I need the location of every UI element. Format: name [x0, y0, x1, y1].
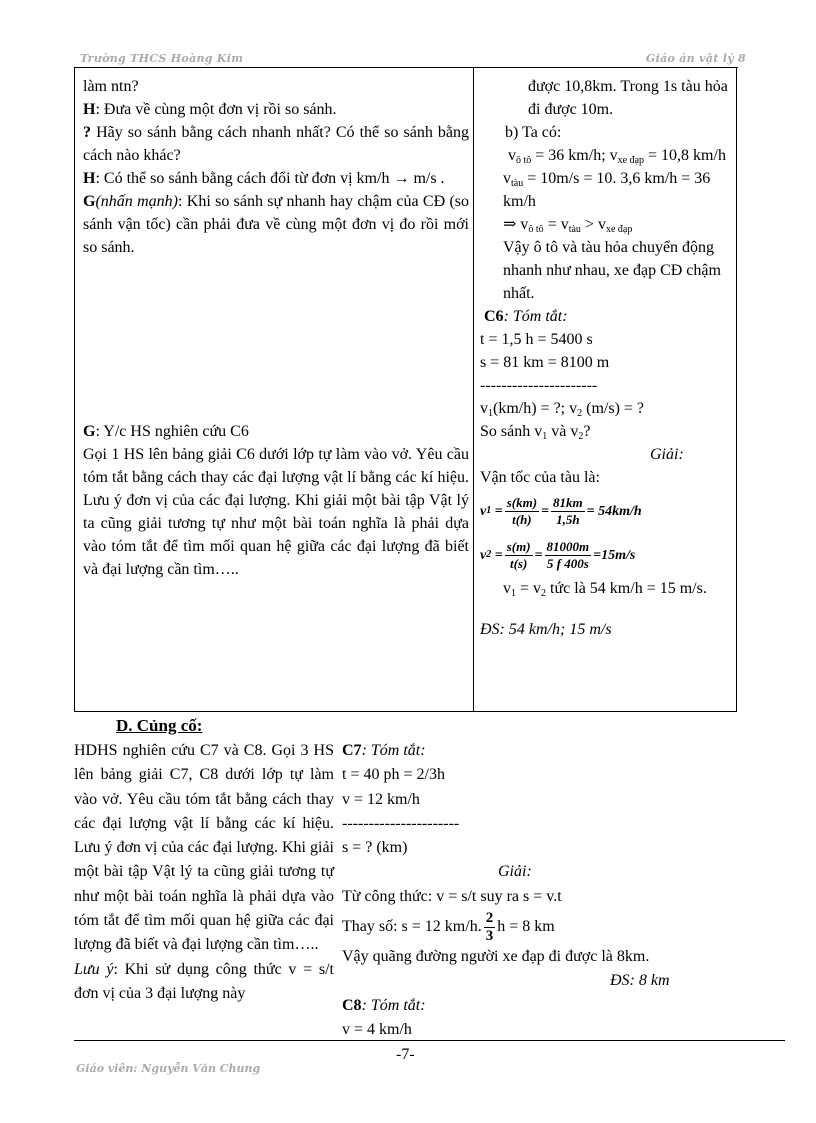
right-r6: Vậy ô tô và tàu hỏa chuyển động nhanh như nhau, xe đạp CĐ chậm nhất.	[503, 239, 721, 302]
c7-heading: C7: Tóm tắt:	[342, 742, 426, 759]
c7-dashes: ----------------------	[342, 814, 460, 832]
c7-formula: Từ công thức: v = s/t suy ra s = v.t	[342, 887, 562, 905]
left-column-top	[83, 75, 469, 259]
c7-time: t = 40 ph = 2/3h	[342, 766, 445, 784]
c6-question-2: So sánh $v_1$ và $v_2$?	[480, 423, 591, 442]
section-d-luu-y: Lưu ý: Khi sử dụng công thức v = s/t đơn vị của 3 đại lượng này	[74, 960, 334, 1002]
right-r1: được 10,8km. Trong 1s tàu hỏa đi được 10m.	[528, 78, 728, 118]
page-number: -7-	[396, 1046, 415, 1063]
left-p5: G(nhấn mạnh): Khi so sánh sự nhanh hay chậm của CĐ (so sánh vận tốc) cần phải đưa về cùng một đơn vị đo rồi mới so sánh.	[83, 193, 470, 256]
c8-heading: C8: Tóm tắt:	[342, 996, 426, 1014]
formula-v1: v 1 = $\frac{s(km)}{t(h)}$ = $\frac{81km}{1,5h}$ = 54km/h	[480, 494, 642, 527]
right-r2: b) Ta có:	[505, 124, 562, 141]
right-column	[480, 75, 732, 641]
lesson-table	[74, 68, 737, 712]
formula-v2: v 2 = $\frac{s(m)}{t(s)}$ = $\frac{81000m}{5 f 400s}$ =15m/s	[480, 538, 636, 571]
c6-vt-tau: Vận tốc của tàu là:	[480, 469, 600, 486]
c6-distance: s = 81 km = 8100 m	[480, 354, 610, 371]
fraction-skm-th: $\frac{s(km)}{t(h)}$	[506, 494, 538, 527]
c6-giai: Giải:	[650, 446, 684, 463]
c6-answer: ĐS: 54 km/h; 15 m/s	[480, 621, 612, 638]
section-d-title: D. Củng cố:	[116, 716, 203, 735]
header-school: Trường THCS Hoàng Kim	[80, 52, 244, 65]
footer-rule	[74, 1040, 785, 1041]
c6-heading: C6: Tóm tắt:	[484, 308, 568, 325]
c7-answer: ĐS: 8 km	[610, 972, 670, 990]
fraction-81km-15h: $\frac{81km}{1,5h}$	[553, 494, 583, 527]
right-r3: $v_{ô tô} = 36$ km/h; $v_{xe đạp} = 10,8$ km/h	[508, 147, 726, 166]
section-d-instructions: HDHS nghiên cứu C7 và C8. Gọi 3 HS lên bảng giải C7, C8 dưới lớp tự làm vào vở. Yêu cầu tóm tắt bằng cách thay các đại lượng vật lí bằng các kí hiệu. Lưu ý đơn vị của các đại lượng. Khi giải một bài tập Vật lý ta cũng giải tương tự như một bài toán nghĩa là phải dựa vào tóm tắt để tìm mối quan hệ giữa các đại lượng đã biết và đại lượng cần tìm…..	[74, 742, 334, 954]
section-d-right	[342, 739, 738, 1042]
c6-dashes: ----------------------	[480, 377, 598, 394]
c7-substitution: Thay số: s = 12 km/h. $\frac{2}{3}$ h = 8 km	[342, 909, 555, 944]
left-p3: ? Hãy so sánh bằng cách nhanh nhất? Có thể so sánh bằng cách nào khác?	[83, 124, 469, 164]
c6-time: t = 1,5 h = 5400 s	[480, 331, 593, 348]
c7-giai: Giải:	[498, 863, 532, 881]
left-column-bottom	[83, 420, 469, 581]
right-r5: ⇒ $v_{ô tô} = v_{tàu} > v_{xe đạp}$	[503, 216, 633, 235]
fraction-81000m-5400s: $\frac{81000m}{5 f 400s}$	[546, 538, 590, 571]
fraction-2-3: $\frac{2}{3}$	[485, 909, 494, 944]
c7-velocity: v = 12 km/h	[342, 790, 420, 808]
left-p1: làm ntn?	[83, 78, 139, 95]
c7-conclusion: Vậy quãng đường người xe đạp đi được là 8km.	[342, 948, 650, 966]
left-p6: G: Y/c HS nghiên cứu C6	[83, 423, 249, 440]
left-p4: H: Có thể so sánh bằng cách đổi từ đơn vị km/h → m/s .	[83, 170, 445, 187]
c8-velocity: v = 4 km/h	[342, 1020, 412, 1038]
left-p2: H: Đưa về cùng một đơn vị rồi so sánh.	[83, 101, 337, 118]
fraction-sm-ts: $\frac{s(m)}{t(s)}$	[506, 538, 531, 571]
footer-teacher: Giáo viên: Nguyễn Văn Chung	[76, 1062, 261, 1075]
right-r4: $v_{tàu} = 10m/s = 10$. 3,6 km/h = 36 km/h	[503, 170, 711, 210]
c6-question-1: $v_1(km/h)$ = ?; $v_2$ (m/s) = ?	[480, 400, 645, 419]
left-p7: Gọi 1 HS lên bảng giải C6 dưới lớp tự làm vào vở. Yêu cầu tóm tắt bằng cách thay các đại lượng vật lí bằng các kí hiệu. Lưu ý đơn vị của các đại lượng. Khi giải một bài tập Vật lý ta cũng giải tương tự như một bài toán nghĩa là phải dựa vào tóm tắt để tìm mối quan hệ giữa các đại lượng đã biết và đại lượng cần tìm…..	[83, 446, 469, 578]
c6-equal: $v_1 = v_2$ tức là 54 km/h = 15 m/s.	[503, 580, 707, 599]
c7-question: s = ? (km)	[342, 839, 408, 857]
header-subject: Giáo án vật lý 8	[645, 52, 746, 65]
column-divider	[473, 68, 474, 711]
section-d-left	[74, 739, 334, 1006]
